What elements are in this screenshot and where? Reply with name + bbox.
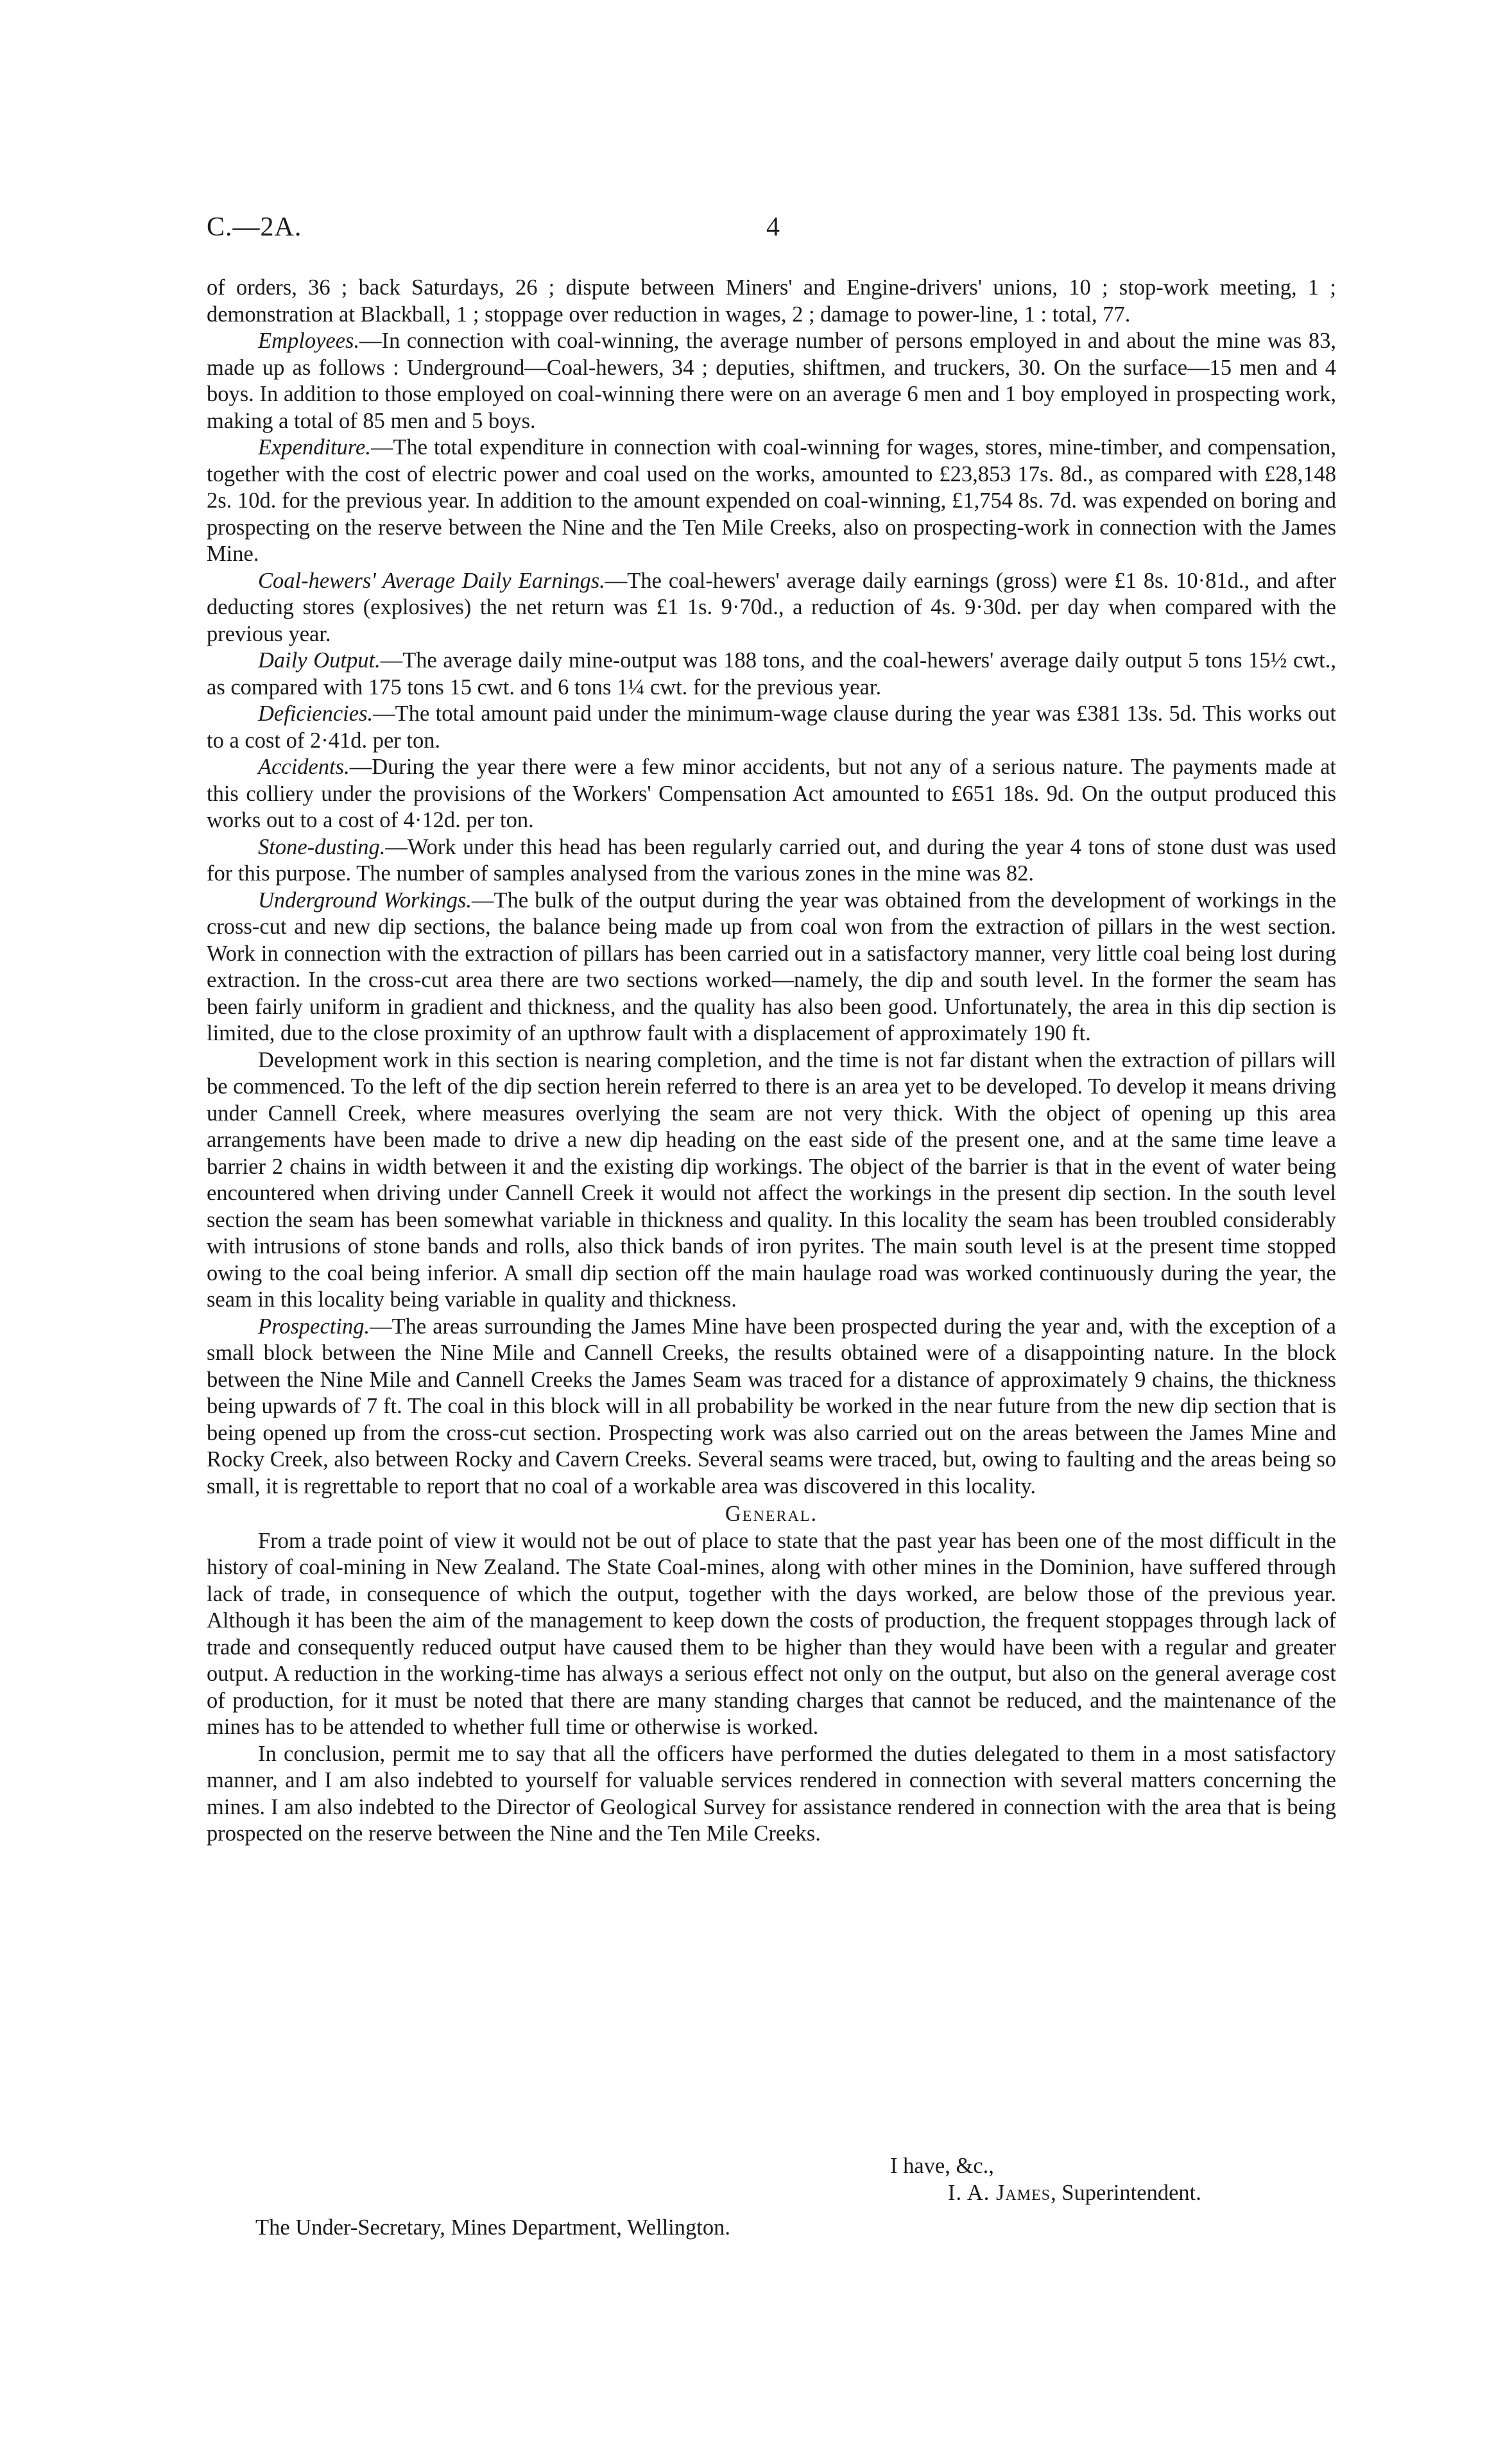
paragraph-expenditure bbox=[207, 434, 1336, 568]
paragraph-development-work bbox=[207, 1047, 1336, 1314]
signature bbox=[948, 2180, 1201, 2207]
paragraph-lead: Prospecting. bbox=[258, 1314, 370, 1339]
paragraph-conclusion: In conclusion, permit me to say that all the officers have performed the duties delegated to them in a most satisfactory manner, and I am also indebted to yourself for valuable services rendered in connection with several matters concerning the mines. I am also indebted to the Director of Geological Survey for assistance rendered in connection with the area that is being prospected on the reserve between the Nine and the Ten Mile Creeks. bbox=[207, 1741, 1336, 1846]
paragraph-lead: Coal-hewers' Average Daily Earnings. bbox=[258, 568, 605, 593]
paragraph-lead: Employees. bbox=[258, 329, 360, 353]
paragraph-text: —The total amount paid under the minimum-wage clause during the year was £381 13s. 5d. This works out to a cost of 2·41d. per ton. bbox=[207, 701, 1336, 753]
document-code: C.—2A. bbox=[207, 212, 302, 242]
paragraph-text: —The total expenditure in connection with coal-winning for wages, stores, mine-timber, and compensation, together with the cost of electric power and coal used on the works, amounted to £23,853 17s. 8d., as compared with £28,148 2s. 10d. for the previous year. In addition to the amount expended on coal-winning, £1,754 8s. 7d. was expended on boring and prospecting on the reserve between the Nine and the Ten Mile Creeks, also on prospecting-work in connection with the James Mine. bbox=[207, 435, 1336, 566]
paragraph-text: —The average daily mine-output was 188 tons, and the coal-hewers' average daily output 5 tons 15½ cwt., as compared with 175 tons 15 cwt. and 6 tons 1¼ cwt. for the previous year. bbox=[207, 648, 1337, 700]
signatory-title: , Superintendent. bbox=[1051, 2181, 1201, 2205]
paragraph-lead: Underground Workings. bbox=[258, 888, 472, 913]
signatory-name: I. A. James bbox=[948, 2181, 1051, 2205]
paragraph-lead: Accidents. bbox=[258, 755, 350, 779]
paragraph-text: —The coal-hewers' average daily earnings (gross) were £1 8s. 10·81d., and after deducting stores (explosives) the net return was £1 1s. 9·70d., a reduction of 4s. 9·30d. per day when compared with the previous year. bbox=[207, 568, 1336, 646]
page-number: 4 bbox=[766, 212, 780, 242]
paragraph-underground-workings bbox=[207, 888, 1336, 1047]
paragraph-coal-hewers-earnings bbox=[207, 568, 1336, 648]
paragraph-daily-output bbox=[207, 648, 1336, 701]
paragraph-text: —The bulk of the output during the year was obtained from the development of workings in the cross-cut and new dip sections, the balance being made up from coal won from the extraction of pillars in the west section. Work in connection with the extraction of pillars has been carried out in a satisfactory manner, very little coal being lost during extraction. In the cross-cut area there are two sections worked—namely, the dip and south level. In the former the seam has been fairly uniform in gradient and thickness, and the quality has also been good. Unfortunately, the area in this dip section is limited, due to the close proximity of an upthrow fault with a displacement of approximately 190 ft. bbox=[207, 888, 1337, 1045]
paragraph-text: —During the year there were a few minor accidents, but not any of a serious nature. The payments made at this colliery under the provisions of the Workers' Compensation Act amounted to £651 18s. 9d. On the output produced this works out to a cost of 4·12d. per ton. bbox=[207, 755, 1336, 832]
page-header bbox=[207, 212, 1336, 250]
paragraph-text: Development work in this section is nearing completion, and the time is not far distant when the extraction of pillars will be commenced. To the left of the dip section herein referred to there is an area yet to be developed. To develop it means driving under Cannell Creek, where measures overlying the seam are not very thick. With the object of opening up this area arrangements have been made to drive a new dip heading on the east side of the present one, and at the same time leave a barrier 2 chains in width between it and the existing dip workings. The object of the barrier is that in the event of water being encountered when driving under Cannell Creek it would not affect the workings in the present dip section. In the south level section the seam has been somewhat variable in thickness and quality. In this locality the seam has been troubled considerably with intrusions of stone bands and rolls, also thick bands of iron pyrites. The main south level is at the present time stopped owing to the coal being inferior. A small dip section off the main haulage road was worked continuously during the year, the seam in this locality being variable in quality and thickness. bbox=[207, 1047, 1336, 1312]
paragraph-stone-dusting bbox=[207, 834, 1336, 888]
paragraph-accidents bbox=[207, 754, 1336, 834]
paragraph-text: —Work under this head has been regularly carried out, and during the year 4 tons of stone dust was used for this purpose. The number of samples analysed from the various zones in the mine was 82. bbox=[207, 834, 1336, 886]
paragraph-prospecting bbox=[207, 1314, 1336, 1500]
paragraph-lead: Daily Output. bbox=[258, 648, 381, 673]
closing-phrase: I have, &c., bbox=[890, 2154, 994, 2178]
paragraph-deficiencies bbox=[207, 701, 1336, 754]
paragraph-lead: Deficiencies. bbox=[258, 701, 374, 726]
paragraph-general-trade: From a trade point of view it would not be out of place to state that the past year has been one of the most difficult in the history of coal-mining in New Zealand. The State Coal-mines, along with other mines in the Dominion, have suffered through lack of trade, in consequence of which the output, together with the days worked, are below those of the previous year. Although it has been the aim of the management to keep down the costs of production, the frequent stoppages through lack of trade and consequently reduced output have caused them to be higher than they would have been with a regular and greater output. A reduction in the working-time has always a serious effect not only on the output, but also on the general average cost of production, for it must be noted that there are many standing charges that cannot be reduced, and the maintenance of the mines has to be attended to whether full time or otherwise is worked. bbox=[207, 1528, 1336, 1739]
addressee: The Under-Secretary, Mines Department, Wellington. bbox=[255, 2215, 730, 2240]
paragraph-lead: Stone-dusting. bbox=[258, 834, 386, 859]
section-heading-general: General. bbox=[725, 1502, 818, 1526]
paragraph-stoppages-continued bbox=[207, 275, 1336, 328]
paragraph-lead: Expenditure. bbox=[258, 435, 371, 459]
paragraph-text: —In connection with coal-winning, the average number of persons employed in and about the mine was 83, made up as follows : Underground—Coal-hewers, 34 ; deputies, shiftmen, and truckers, 30. On the surface—15 men and 4 boys. In addition to those employed on coal-winning there were on an average 6 men and 1 boy employed in prospecting work, making a total of 85 men and 5 boys. bbox=[207, 329, 1336, 433]
paragraph-employees bbox=[207, 328, 1336, 434]
paragraph-text: of orders, 36 ; back Saturdays, 26 ; dispute between Miners' and Engine-drivers' unions, 10 ; stop-work meeting, 1 ; demonstration at Blackball, 1 ; stoppage over reduction in wages, 2 ; damage to power-line, 1 : total, 77. bbox=[207, 275, 1336, 327]
body-text bbox=[207, 275, 1336, 1848]
paragraph-text: —The areas surrounding the James Mine have been prospected during the year and, with the exception of a small block between the Nine Mile and Cannell Creeks, the results obtained were of a disappointing nature. In the block between the Nine Mile and Cannell Creeks the James Seam was traced for a distance of approximately 9 chains, the thickness being upwards of 7 ft. The coal in this block will in all probability be worked in the near future from the new dip section that is being opened up from the cross-cut section. Prospecting work was also carried out on the areas between the James Mine and Rocky Creek, also between Rocky and Cavern Creeks. Several seams were traced, but, owing to faulting and the areas being so small, it is regrettable to report that no coal of a workable area was discovered in this locality. bbox=[207, 1314, 1336, 1498]
